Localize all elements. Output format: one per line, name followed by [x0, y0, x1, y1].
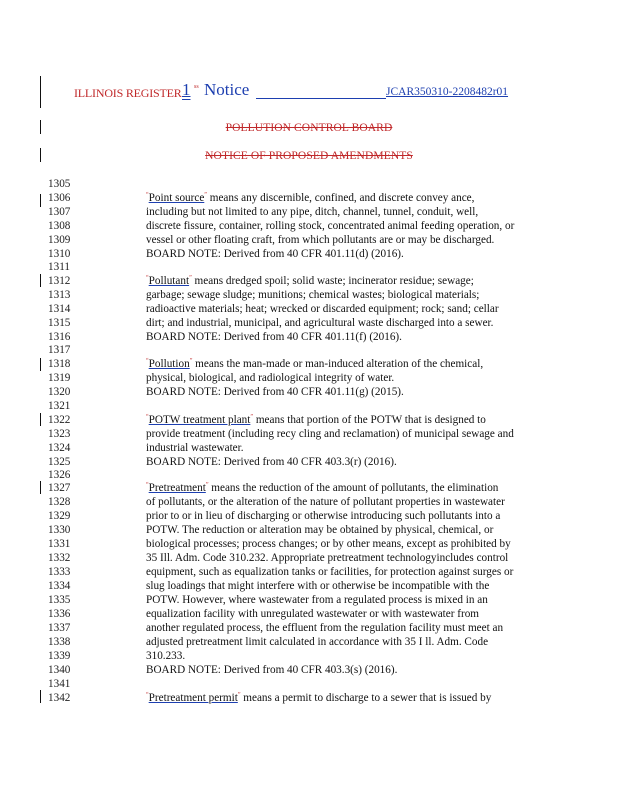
line-number: 1325	[48, 456, 71, 468]
line-number: 1313	[48, 289, 71, 301]
text-line: slug loadings that might interfere with or otherwise be incompatible with the	[146, 580, 490, 592]
line-number: 1320	[48, 386, 71, 398]
text-line: vessel or other floating craft, from which pollutants are or may be discharged.	[146, 234, 495, 246]
line-number: 1331	[48, 538, 71, 550]
line-number: 1329	[48, 510, 71, 522]
change-bar	[40, 358, 41, 371]
text-line: “Pretreatment permit” means a permit to discharge to a sewer that is issued by	[146, 692, 492, 704]
text-line: BOARD NOTE: Derived from 40 CFR 401.11(d) (2016).	[146, 248, 404, 260]
change-bar	[40, 413, 41, 426]
text-line: industrial wastewater.	[146, 442, 244, 454]
text-line: “Pollutant” means dredged spoil; solid waste; incinerator residue; sewage;	[146, 275, 474, 287]
line-number: 1321	[48, 400, 71, 412]
line-number: 1309	[48, 234, 71, 246]
line-number: 1337	[48, 622, 71, 634]
text-line: 35 Ill. Adm. Code 310.232. Appropriate pretreatment technologyincludes control	[146, 552, 509, 564]
text-line: another regulated process, the effluent from the regulation facility must meet an	[146, 622, 504, 634]
text-line: provide treatment (including recy cling and reclamation) of municipal sewage and	[146, 428, 514, 440]
jcar-id: JCAR350310-2208482r01	[386, 86, 509, 98]
defined-term: Point source	[148, 192, 205, 204]
line-number: 1324	[48, 442, 71, 454]
line-number: 1317	[48, 344, 71, 356]
text-line: BOARD NOTE: Derived from 40 CFR 401.11(g) (2015).	[146, 386, 404, 398]
line-number: 1306	[48, 192, 71, 204]
change-bar	[40, 76, 41, 108]
text-line: POTW. The reduction or alteration may be obtained by physical, chemical, or	[146, 524, 494, 536]
line-number: 1326	[48, 469, 71, 481]
text-line: of pollutants, or the alteration of the nature of pollutant properties in wastewater	[146, 496, 505, 508]
line-number: 1308	[48, 220, 71, 232]
text-line: physical, biological, and radiological integrity of water.	[146, 372, 395, 384]
line-number: 1312	[48, 275, 71, 287]
notice-label: Notice	[204, 80, 250, 99]
line-number: 1316	[48, 331, 71, 343]
text-line: including but not limited to any pipe, ditch, channel, tunnel, conduit, well,	[146, 206, 479, 218]
register-title: ILLINOIS REGISTER	[74, 86, 182, 100]
text-line: BOARD NOTE: Derived from 40 CFR 401.11(f) (2016).	[146, 331, 402, 343]
line-number: 1328	[48, 496, 71, 508]
text-line: dirt; and industrial, municipal, and agricultural waste discharged into a sewer.	[146, 317, 494, 329]
line-number: 1340	[48, 664, 71, 676]
line-number: 1330	[48, 524, 71, 536]
change-bar	[40, 274, 41, 287]
text-line: POTW. However, where wastewater from a regulated process is mixed in an	[146, 594, 488, 606]
line-number: 1305	[48, 178, 71, 190]
line-number: 1335	[48, 594, 71, 606]
defined-term: Pollution	[148, 358, 190, 370]
notice-title: NOTICE OF PROPOSED AMENDMENTS	[205, 150, 413, 162]
text-line: adjusted pretreatment limit calculated in accordance with 35 I ll. Adm. Code	[146, 636, 489, 648]
text-line: “Point source” means any discernible, confined, and discrete convey ance,	[146, 192, 475, 204]
underline-field	[256, 98, 386, 99]
text-line: “Pretreatment” means the reduction of the amount of pollutants, the elimination	[146, 482, 499, 494]
defined-term: Pollutant	[148, 275, 190, 287]
line-number: 1332	[48, 552, 71, 564]
line-number: 1318	[48, 358, 71, 370]
text-line: equalization facility with unregulated wastewater or with wastewater from	[146, 608, 480, 620]
line-number: 1333	[48, 566, 71, 578]
text-line: discrete fissure, container, rolling stock, concentrated animal feeding operation, or	[146, 220, 515, 232]
line-number: 1341	[48, 678, 71, 690]
line-number: 1336	[48, 608, 71, 620]
defined-term: POTW treatment plant	[148, 414, 251, 426]
text-line: “POTW treatment plant” means that portion of the POTW that is designed to	[146, 414, 486, 426]
line-number: 1307	[48, 206, 71, 218]
line-number: 1334	[48, 580, 71, 592]
change-bar	[40, 481, 41, 494]
text-line: radioactive materials; heat; wrecked or discarded equipment; rock; sand; cellar	[146, 303, 499, 315]
change-bar	[40, 194, 41, 207]
line-number: 1339	[48, 650, 71, 662]
line-number: 1323	[48, 428, 71, 440]
line-number: 1314	[48, 303, 71, 315]
line-number: 1319	[48, 372, 71, 384]
text-line: “Pollution” means the man-made or man-induced alteration of the chemical,	[146, 358, 484, 370]
text-line: BOARD NOTE: Derived from 40 CFR 403.3(r) (2016).	[146, 456, 397, 468]
text-line: garbage; sewage sludge; munitions; chemical wastes; biological materials;	[146, 289, 480, 301]
text-line: BOARD NOTE: Derived from 40 CFR 403.3(s) (2016).	[146, 664, 398, 676]
line-number: 1342	[48, 692, 71, 704]
board-title: POLLUTION CONTROL BOARD	[225, 122, 393, 134]
line-number: 1338	[48, 636, 71, 648]
text-line: equipment, such as equalization tanks or facilities, for protection against surges or	[146, 566, 514, 578]
defined-term: Pretreatment permit	[148, 692, 238, 704]
page-header	[74, 80, 514, 108]
text-line: biological processes; process changes; or by other means, except as prohibited by	[146, 538, 511, 550]
page-number: 1	[182, 80, 191, 99]
line-number: 1315	[48, 317, 71, 329]
change-bar	[40, 690, 41, 703]
line-number: 1322	[48, 414, 71, 426]
line-number: 1311	[48, 261, 70, 273]
defined-term: Pretreatment	[148, 482, 206, 494]
line-number: 1327	[48, 482, 71, 494]
text-line: prior to or in lieu of discharging or otherwise introducing such pollutants into a	[146, 510, 501, 522]
edit-marker: ss	[194, 84, 199, 90]
line-number: 1310	[48, 248, 71, 260]
text-line: 310.233.	[146, 650, 186, 662]
